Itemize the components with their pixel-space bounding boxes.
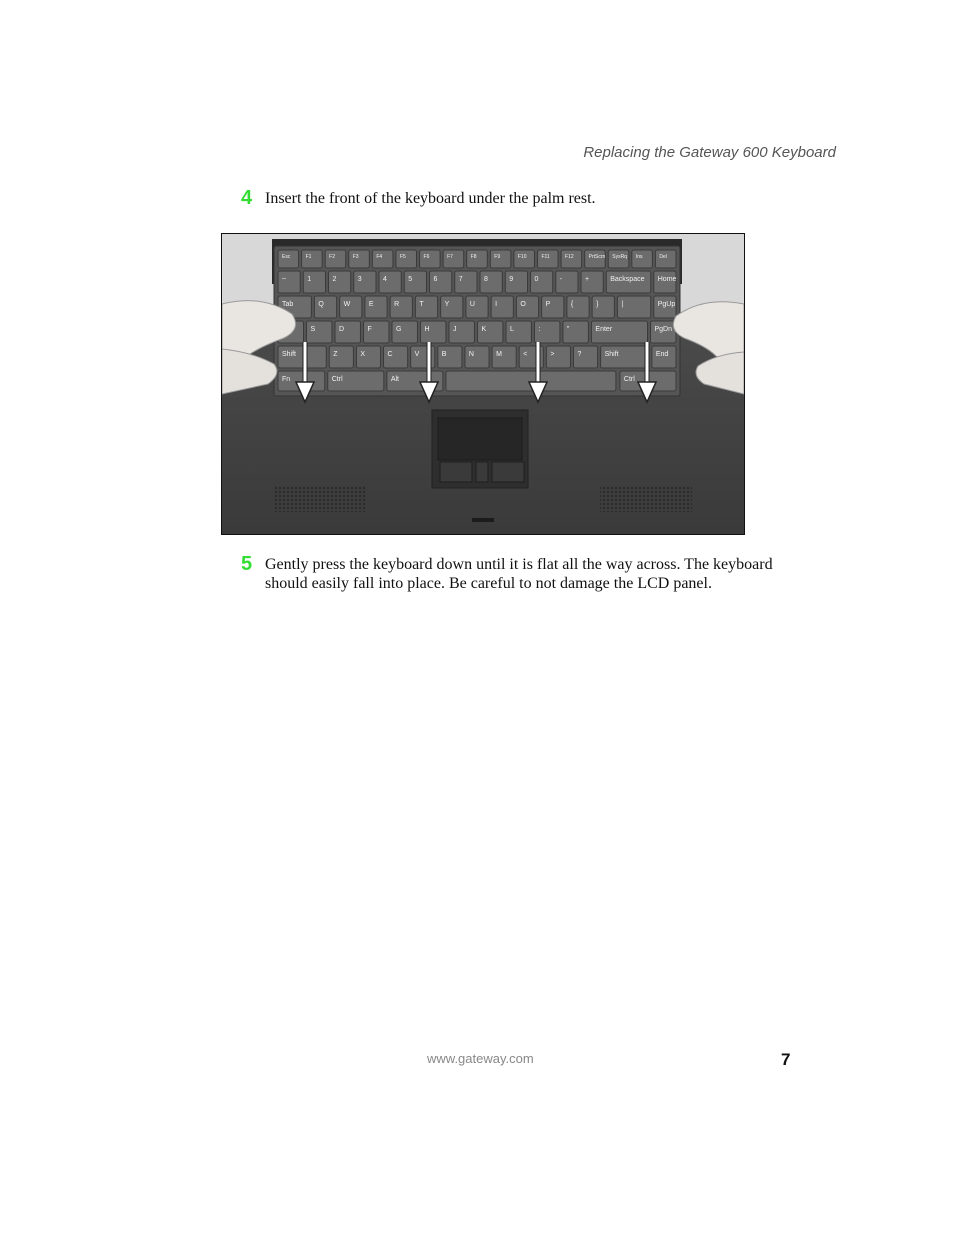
key-label: D	[338, 326, 345, 333]
key-label: Y	[444, 301, 450, 308]
key-label: F9	[494, 254, 501, 260]
key-label: I	[495, 301, 498, 308]
key-label: F11	[541, 254, 550, 260]
key-label: F8	[470, 254, 477, 260]
key-label: T	[419, 301, 424, 308]
key-label: |	[621, 301, 624, 308]
key-label: X	[360, 351, 366, 358]
key-label: 6	[433, 276, 438, 283]
step-number: 4	[241, 187, 253, 209]
key-label: PgUp	[657, 301, 676, 308]
key-label: 3	[357, 276, 362, 283]
left-speaker-grill	[274, 486, 366, 512]
key-label: Alt	[390, 376, 399, 383]
key-label: F12	[565, 254, 574, 260]
key-label: L	[509, 326, 514, 333]
key-label: Ctrl	[623, 376, 635, 383]
key-label: M	[496, 351, 502, 358]
key-label: F	[367, 326, 372, 333]
key-label: >	[550, 351, 555, 358]
key-label: V	[414, 351, 420, 358]
key-label: +	[585, 276, 590, 283]
key-label: SysRq	[612, 254, 627, 260]
touchpad-right-button	[492, 462, 524, 482]
key-label: 0	[534, 276, 539, 283]
keyboard-illustration	[222, 234, 744, 534]
key-label: K	[481, 326, 487, 333]
key-label: Fn	[282, 376, 291, 383]
key-label: 5	[408, 276, 413, 283]
key-label: F6	[423, 254, 430, 260]
step-number: 5	[241, 553, 253, 575]
key-label: H	[424, 326, 430, 333]
key-label: PgDn	[654, 326, 673, 333]
key-label: B	[441, 351, 447, 358]
key-label: C	[387, 351, 393, 358]
key-label: F3	[352, 254, 359, 260]
key-label: F10	[517, 254, 527, 260]
touchpad-left-button	[440, 462, 472, 482]
key-label: ?	[577, 351, 582, 358]
key-label: F4	[376, 254, 383, 260]
key-label: R	[394, 301, 400, 308]
page-number: 7	[781, 1050, 791, 1069]
key-label: F5	[399, 254, 406, 260]
right-speaker-grill	[600, 486, 692, 512]
key-label: PrtScrn	[588, 254, 606, 260]
key-label: Esc	[282, 254, 291, 260]
key-label: "	[566, 326, 570, 333]
footer-url: www.gateway.com	[427, 1051, 534, 1066]
key-label: :	[538, 326, 541, 333]
key-label: }	[596, 301, 599, 308]
key-label: Z	[333, 351, 338, 358]
key-label: Ins	[635, 254, 643, 260]
key-label: F2	[329, 254, 336, 260]
latch	[472, 518, 494, 522]
key-label: P	[545, 301, 551, 308]
key-label: Shift	[604, 351, 619, 358]
key-label: U	[469, 301, 475, 308]
key-label: F7	[447, 254, 453, 260]
key-label: O	[520, 301, 526, 308]
key-label: -	[559, 276, 563, 283]
key-label: 4	[383, 276, 387, 283]
key-label: F1	[305, 254, 312, 260]
key-label: 1	[307, 276, 312, 283]
key-label: Tab	[282, 301, 294, 308]
key-label: N	[468, 351, 474, 358]
key-label: W	[343, 301, 351, 308]
key-label: E	[368, 301, 374, 308]
key-label: Shift	[282, 351, 297, 358]
key-label: 2	[332, 276, 337, 283]
key-label: Backspace	[610, 276, 645, 283]
key-label: 8	[484, 276, 488, 283]
key-label: Home	[657, 276, 677, 283]
keyboard-installation-photo	[221, 233, 745, 535]
key-label: Del	[659, 254, 667, 260]
key-label: <	[523, 351, 528, 358]
key-label: G	[395, 326, 402, 333]
touchpad-surface	[438, 418, 522, 460]
key-label: Ctrl	[331, 376, 343, 383]
running-header: Replacing the Gateway 600 Keyboard	[583, 144, 836, 161]
key-label: {	[570, 301, 574, 308]
key-label: S	[310, 326, 316, 333]
key-label: 7	[458, 276, 463, 283]
key-label: End	[655, 351, 669, 358]
step-text: Insert the front of the keyboard under the palm rest.	[265, 190, 596, 207]
key-label: 9	[509, 276, 514, 283]
key-label: ~	[282, 276, 287, 283]
key-label: J	[452, 326, 457, 333]
key-label: Q	[318, 301, 324, 308]
scroll-button	[476, 462, 488, 482]
step-text: Gently press the keyboard down until it is flat all the way across. The keyboard should easily fall into place. Be careful to not damage the LCD panel.	[265, 556, 773, 592]
key-label: Enter	[595, 326, 613, 333]
